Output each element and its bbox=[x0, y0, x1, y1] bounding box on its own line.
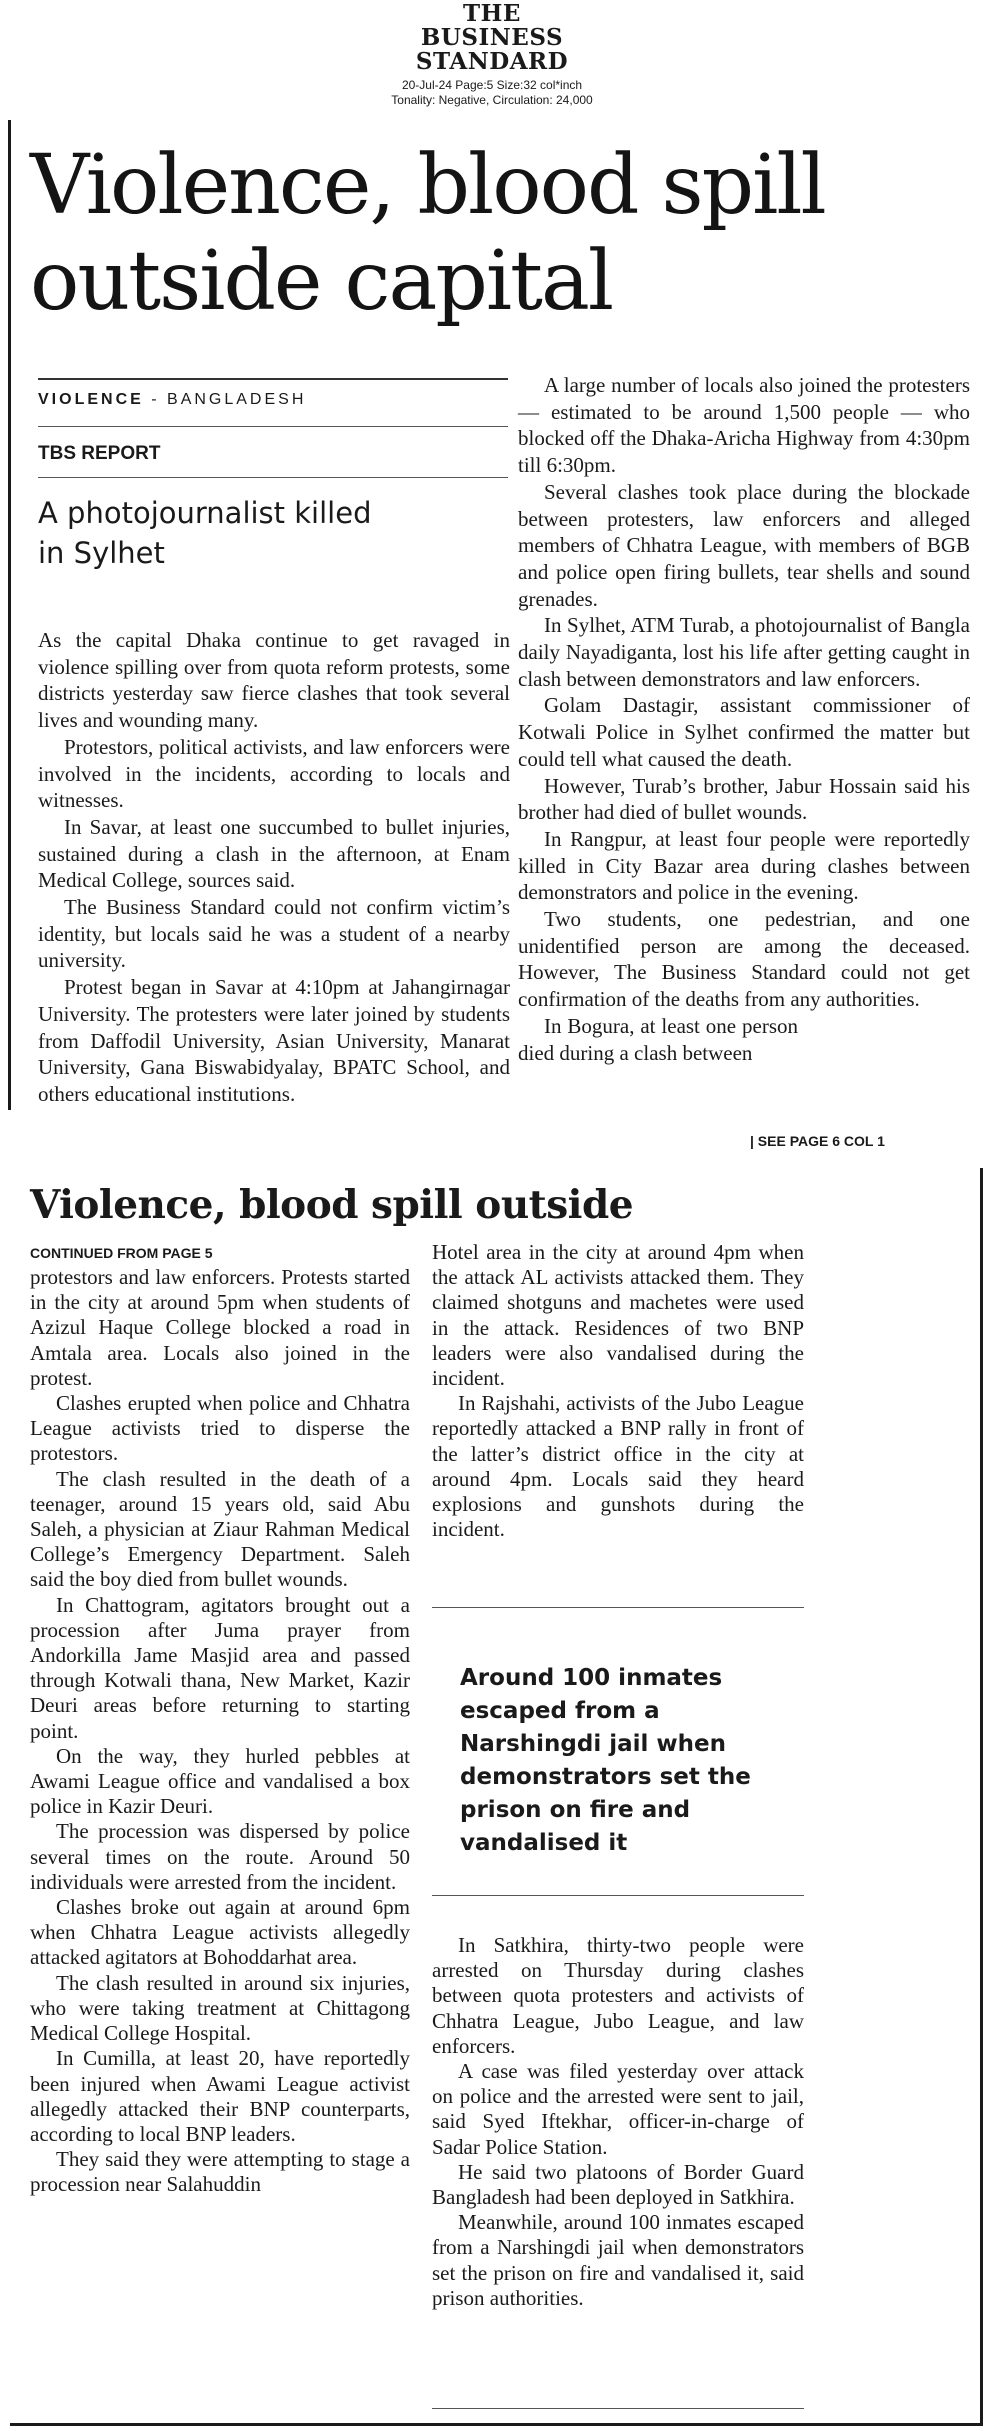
paragraph: In Satkhira, thirty-two people were arrested on Thursday during clashes between quota protesters and activists of Chhatra League, Jubo League, and law enforcers. bbox=[432, 1933, 804, 2058]
paragraph: Clashes broke out again at around 6pm when Chhatra League activists allegedly attacked agitators at Bohoddarhat area. bbox=[30, 1895, 410, 1970]
article-1-headline bbox=[30, 138, 970, 330]
paragraph: In Rajshahi, activists of the Jubo League reportedly attacked a BNP rally in front of the latter’s district office in the city at around 4pm. Locals said they heard explosions and gunshots during the incident. bbox=[432, 1391, 804, 1542]
column-end-rule bbox=[432, 2408, 804, 2409]
paragraph: Several clashes took place during the blockade between protesters, law enforcers and alleged members of Chhatra League, with members of BGB and police open firing bullets, tear shells and sound grenades. bbox=[518, 479, 970, 611]
paragraph: In Savar, at least one succumbed to bullet injuries, sustained during a clash in the afternoon, at Enam Medical College, sources said. bbox=[38, 814, 510, 893]
paragraph: In Cumilla, at least 20, have reportedly been injured when Awami League activist allegedly attacked their BNP counterparts, according to local BNP leaders. bbox=[30, 2046, 410, 2146]
paragraph: In Bogura, at least one person died during a clash between bbox=[518, 1013, 798, 1065]
kicker bbox=[38, 391, 508, 409]
paragraph: Clashes erupted when police and Chhatra League activists tried to disperse the protestors. bbox=[30, 1391, 410, 1466]
masthead-logo-line3: STANDARD bbox=[415, 48, 569, 75]
paragraph: A case was filed yesterday over attack on police and the arrested were sent to jail, said Syed Iftekhar, officer-in-charge of Sadar Police Station. bbox=[432, 2059, 804, 2159]
byline-rule bbox=[38, 477, 508, 478]
kicker-separator: - bbox=[143, 391, 168, 408]
paragraph: Protest began in Savar at 4:10pm at Jahangirnagar University. The protesters were later joined by students from Daffodil University, Asian University, Manarat University, Gana Biswabidyalay, BPATC School, and others educational institutions. bbox=[38, 975, 510, 1106]
subhead-line-2: in Sylhet bbox=[38, 536, 165, 570]
pull-quote: Around 100 inmates escaped from a Narshingdi jail when demonstrators set the prison on fire and vandalised it bbox=[460, 1665, 751, 1856]
clipping-meta-date: 20-Jul-24 Page:5 Size:32 col*inch bbox=[401, 78, 583, 92]
headline-line-1: Violence, blood spill bbox=[30, 138, 825, 233]
article-2-right-column-top bbox=[432, 1240, 804, 1542]
paragraph: In Rangpur, at least four people were reportedly killed in City Bazar area during clashes between demonstrators and police in the evening. bbox=[518, 826, 970, 905]
masthead-logo-line1: THE bbox=[463, 0, 521, 27]
paragraph: protestors and law enforcers. Protests started in the city at around 5pm when students of Azizul Haque College blocked a road in Amtala area. Locals also joined in the protest. bbox=[30, 1265, 410, 1390]
paragraph: The clash resulted in the death of a teenager, around 15 years old, said Abu Saleh, a physician at Ziaur Rahman Medical College’s Emergency Department. Saleh said the boy died from bullet wounds. bbox=[30, 1466, 410, 1592]
paragraph: A large number of locals also joined the protesters — estimated to be around 1,500 people — who blocked off the Dhaka-Aricha Highway from 4:30pm till 6:30pm. bbox=[518, 373, 970, 478]
paragraph: Golam Dastagir, assistant commissioner of Kotwali Police in Sylhet confirmed the matter but could tell what caused the death. bbox=[518, 693, 970, 771]
subhead-line-1: A photojournalist killed bbox=[38, 496, 372, 530]
article-2-left-column bbox=[30, 1265, 410, 2198]
article-1-left-column bbox=[38, 627, 510, 1108]
paragraph: Protestors, political activists, and law enforcers were involved in the incidents, according to locals and witnesses. bbox=[38, 734, 510, 813]
byline: TBS REPORT bbox=[38, 443, 161, 464]
masthead-logo-line2: BUSINESS bbox=[420, 24, 564, 51]
article-1-right-column bbox=[518, 372, 970, 1066]
paragraph: They said they were attempting to stage a procession near Salahuddin bbox=[30, 2147, 410, 2197]
paragraph: Two students, one pedestrian, and one unidentified person are among the deceased. However, The Business Standard could not get confirmation of the deaths from any authorities. bbox=[518, 907, 970, 1012]
paragraph: As the capital Dhaka continue to get ravaged in violence spilling over from quota reform protests, some districts yesterday saw fierce clashes that took several lives and wounding many. bbox=[38, 628, 510, 733]
article-2-right-column-bottom bbox=[432, 1933, 804, 2311]
headline-line-2: outside capital bbox=[30, 234, 613, 329]
kicker-bottom-rule bbox=[38, 426, 508, 427]
paragraph: In Chattogram, agitators brought out a procession after Juma prayer from Andorkilla Jame Masjid area and passed through Kotwali thana, New Market, Kazir Deuri areas before returning to starting point. bbox=[30, 1592, 410, 1743]
paragraph: On the way, they hurled pebbles at Awami League office and vandalised a box police in Kazir Deuri. bbox=[30, 1743, 410, 1819]
paragraph: The clash resulted in around six injuries, who were taking treatment at Chittagong Medical College Hospital. bbox=[30, 1970, 410, 2046]
article-1-subhead bbox=[38, 493, 508, 573]
masthead bbox=[0, 0, 984, 112]
kicker-top-rule bbox=[38, 378, 508, 380]
paragraph: The procession was dispersed by police several times on the route. Around 50 individuals were arrested from the incident. bbox=[30, 1819, 410, 1894]
paragraph: The Business Standard could not confirm victim’s identity, but locals said he was a student of a nearby university. bbox=[38, 895, 510, 973]
paragraph: He said two platoons of Border Guard Bangladesh had been deployed in Satkhira. bbox=[432, 2159, 804, 2210]
continued-from-label: CONTINUED FROM PAGE 5 bbox=[30, 1245, 213, 1261]
paragraph: Hotel area in the city at around 4pm when the attack AL activists attacked them. They claimed shotguns and machetes were used in the attack. Residences of two BNP leaders were also vandalised during the incident. bbox=[432, 1240, 804, 1391]
pull-quote-top-rule bbox=[432, 1607, 804, 1608]
article-2-headline: Violence, blood spill outside bbox=[30, 1182, 634, 1228]
paragraph: Meanwhile, around 100 inmates escaped from a Narshingdi jail when demonstrators set the prison on fire and vandalised it, said prison authorities. bbox=[432, 2210, 804, 2310]
kicker-section: VIOLENCE bbox=[38, 391, 144, 408]
paragraph: However, Turab’s brother, Jabur Hossain said his brother had died of bullet wounds. bbox=[518, 773, 970, 825]
paragraph: In Sylhet, ATM Turab, a photojournalist of Bangla daily Nayadiganta, lost his life after getting caught in clash between demonstrators and law enforcers. bbox=[518, 613, 970, 691]
kicker-region: BANGLADESH bbox=[167, 391, 307, 408]
see-page-jump: | SEE PAGE 6 COL 1 bbox=[750, 1133, 885, 1149]
clipping-meta-tonality: Tonality: Negative, Circulation: 24,000 bbox=[391, 93, 593, 107]
pull-quote-bottom-rule bbox=[432, 1895, 804, 1896]
